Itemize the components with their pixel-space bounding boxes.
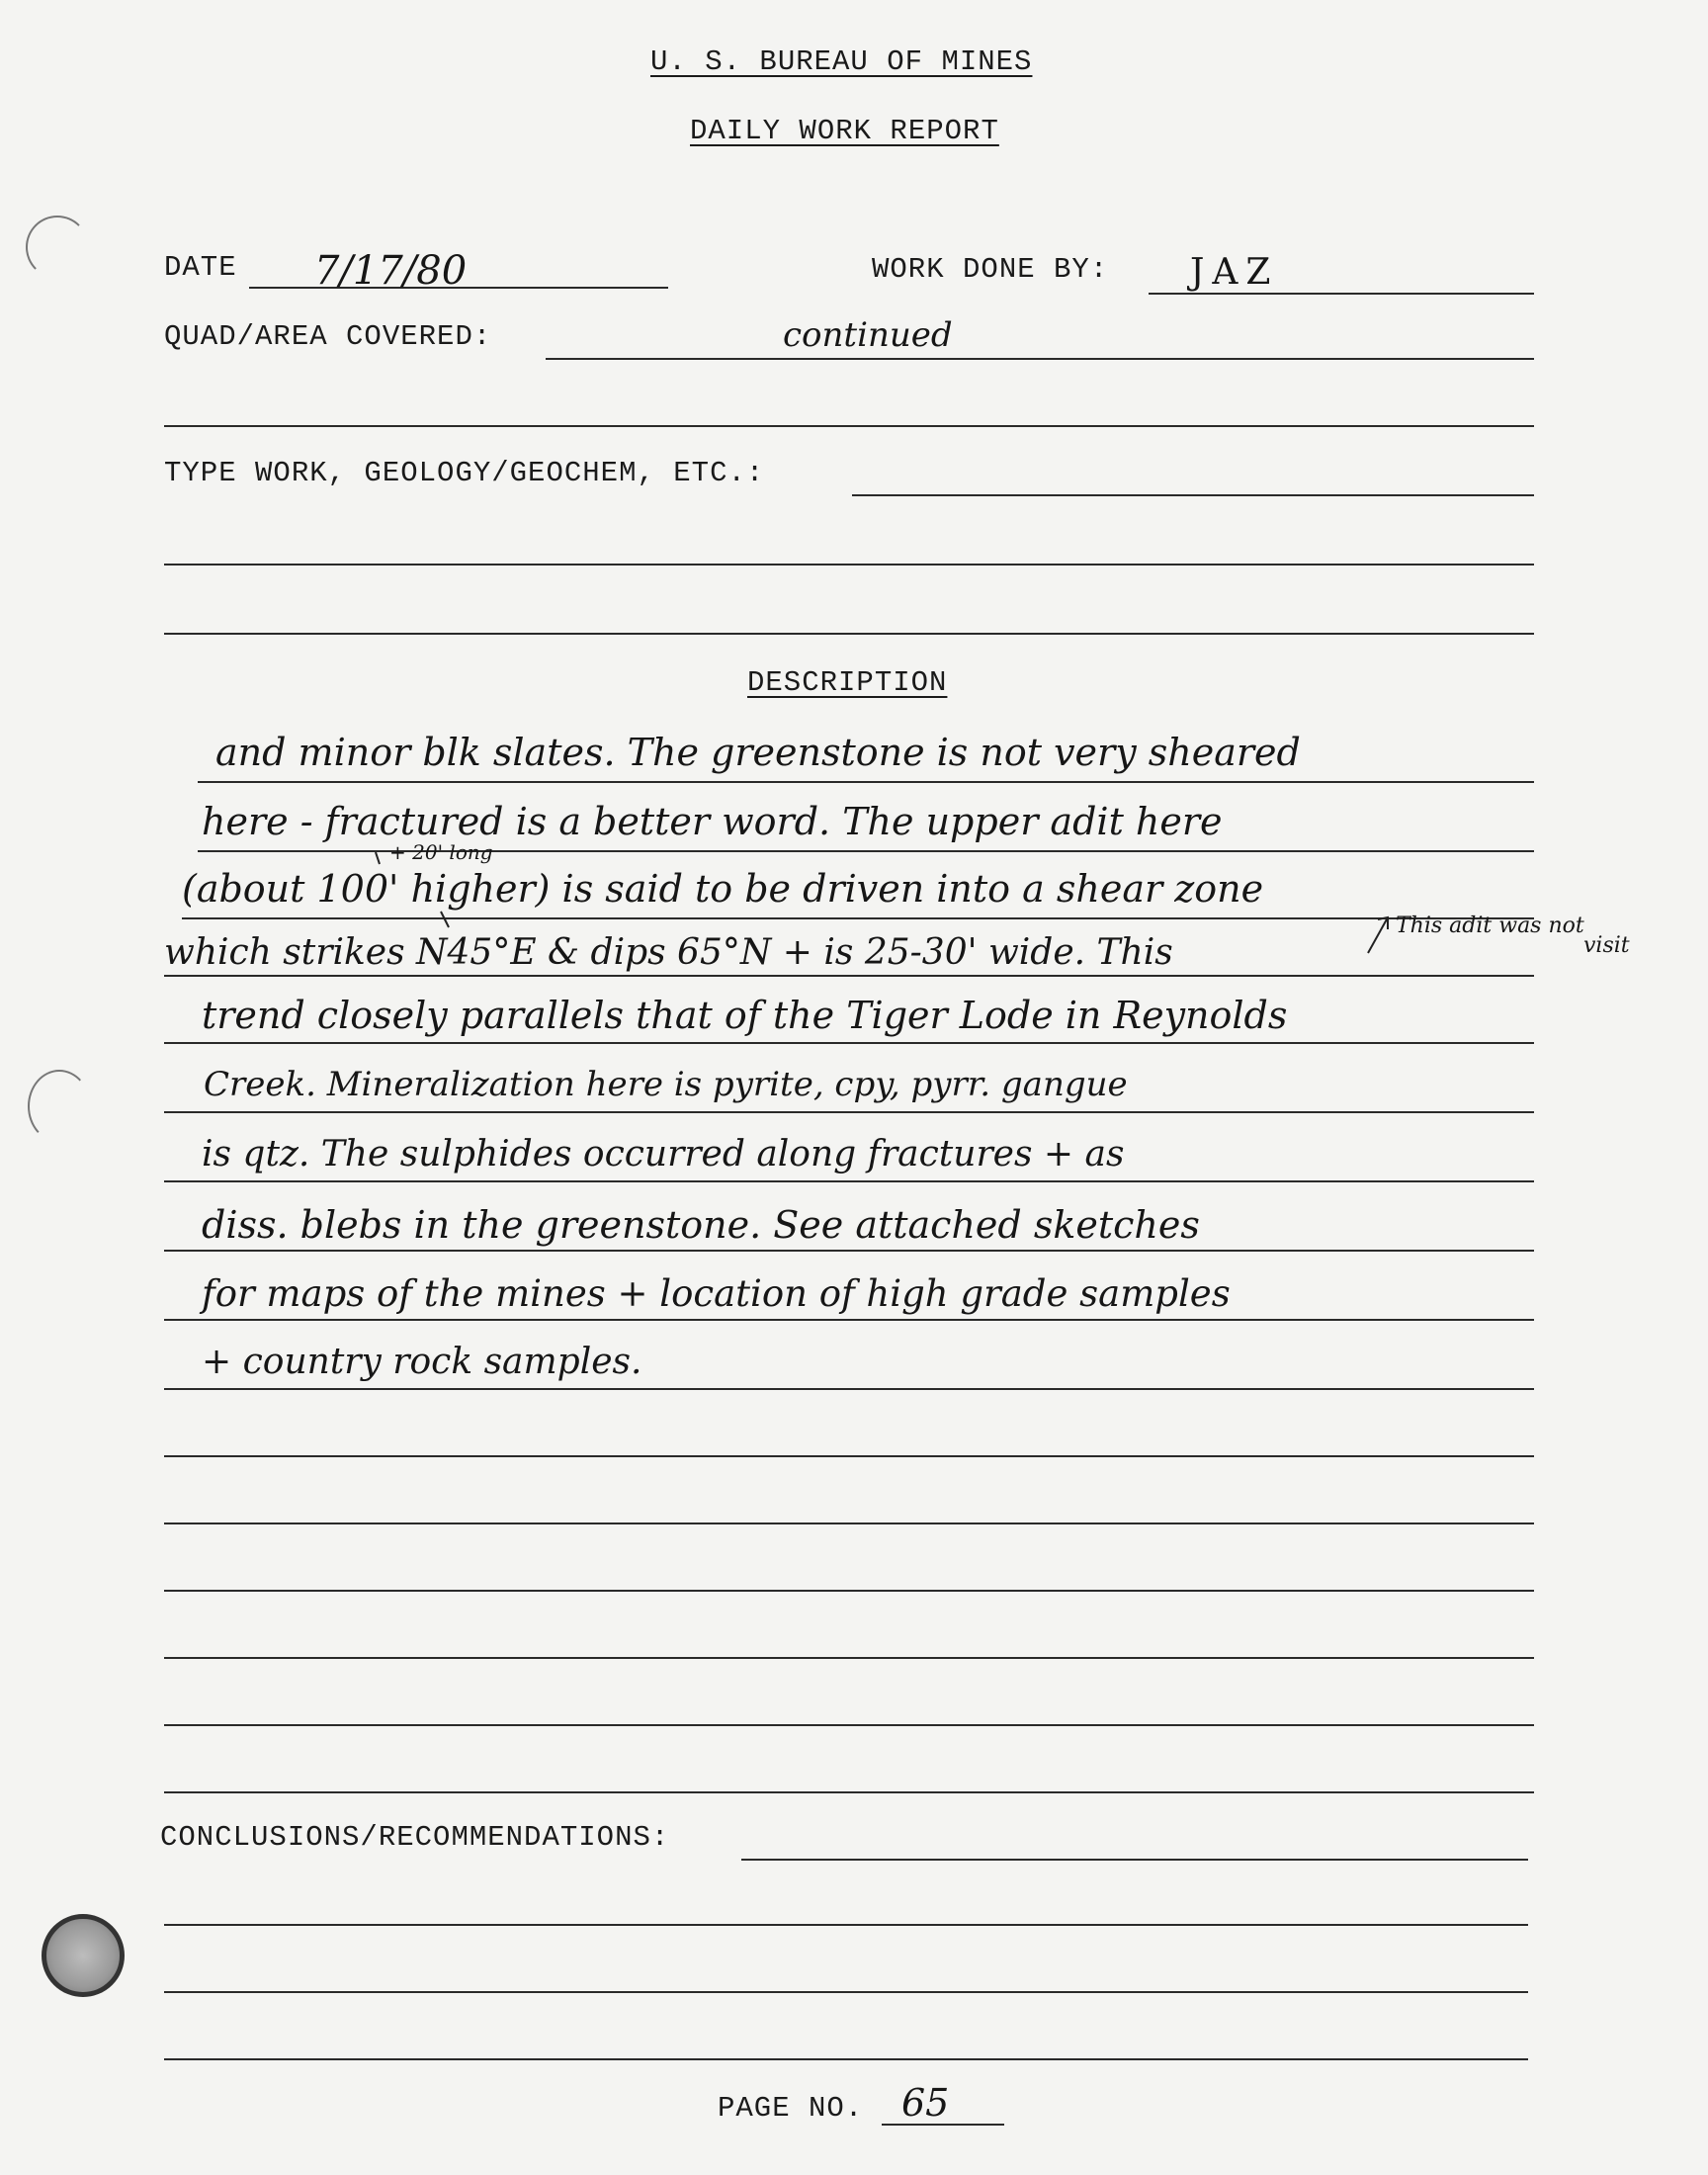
date-label: DATE [164, 251, 237, 284]
description-rule [164, 1042, 1534, 1044]
conclusions-line [741, 1859, 1528, 1861]
description-rule [164, 1522, 1534, 1524]
type-work-label: TYPE WORK, GEOLOGY/GEOCHEM, ETC.: [164, 457, 765, 489]
description-line-9: for maps of the mines + location of high grade samples [202, 1272, 1231, 1315]
description-rule [198, 781, 1534, 783]
date-value: 7/17/80 [314, 248, 468, 294]
work-done-by-label: WORK DONE BY: [872, 253, 1109, 286]
description-rule [164, 975, 1534, 977]
description-rule [164, 1791, 1534, 1793]
description-rule [164, 1388, 1534, 1390]
description-line-8: diss. blebs in the greenstone. See attached sketches [202, 1203, 1200, 1247]
description-rule [164, 1250, 1534, 1252]
quad-area-value: continued [783, 315, 953, 355]
description-rule [164, 1590, 1534, 1592]
description-line-10: + country rock samples. [202, 1342, 642, 1382]
description-line-1: and minor blk slates. The greenstone is not very sheared [215, 731, 1301, 774]
description-line-7: is qtz. The sulphides occurred along fractures + as [202, 1134, 1125, 1174]
work-done-by-value: JAZ [1190, 252, 1279, 293]
description-rule [164, 1455, 1534, 1457]
agency-title: U. S. BUREAU OF MINES [650, 45, 1033, 78]
binder-hole-mark [28, 1070, 91, 1143]
type-work-line [852, 494, 1534, 496]
binder-hole [42, 1914, 125, 1997]
form-title: DAILY WORK REPORT [690, 115, 999, 147]
conclusions-line-2 [164, 1924, 1528, 1926]
quad-area-label: QUAD/AREA COVERED: [164, 320, 492, 353]
type-work-line-2 [164, 564, 1534, 566]
description-heading: DESCRIPTION [747, 666, 948, 699]
conclusions-label: CONCLUSIONS/RECOMMENDATIONS: [160, 1821, 670, 1854]
description-line-3: (about 100' higher) is said to be driven into a shear zone [182, 867, 1264, 911]
page-number-value: 65 [901, 2081, 950, 2125]
type-work-line-3 [164, 633, 1534, 635]
description-rule [164, 1724, 1534, 1726]
description-rule [164, 1657, 1534, 1659]
description-line-4: which strikes N45°E & dips 65°N + is 25-30' wide. This [164, 932, 1173, 973]
description-margin-note-1: This adit was not [1396, 914, 1584, 938]
description-line-5: trend closely parallels that of the Tiger Lode in Reynolds [202, 994, 1288, 1037]
conclusions-line-4 [164, 2058, 1528, 2060]
quad-area-line-2 [164, 425, 1534, 427]
description-margin-note-2: visit [1583, 933, 1630, 958]
description-line-2: here - fractured is a better word. The upper adit here [202, 800, 1223, 843]
conclusions-line-3 [164, 1991, 1528, 1993]
insert-arrow-mark [1364, 910, 1404, 959]
quad-area-line [546, 358, 1534, 360]
description-rule [164, 1111, 1534, 1113]
binder-hole-mark [26, 216, 89, 279]
work-done-by-line [1149, 293, 1534, 295]
description-rule [164, 1180, 1534, 1182]
description-rule [164, 1319, 1534, 1321]
insert-caret-mark [346, 840, 465, 939]
description-insert-note: + 20' long [389, 840, 493, 864]
page-number-label: PAGE NO. [718, 2092, 864, 2125]
description-line-6: Creek. Mineralization here is pyrite, cpy, pyrr. gangue [204, 1065, 1128, 1104]
